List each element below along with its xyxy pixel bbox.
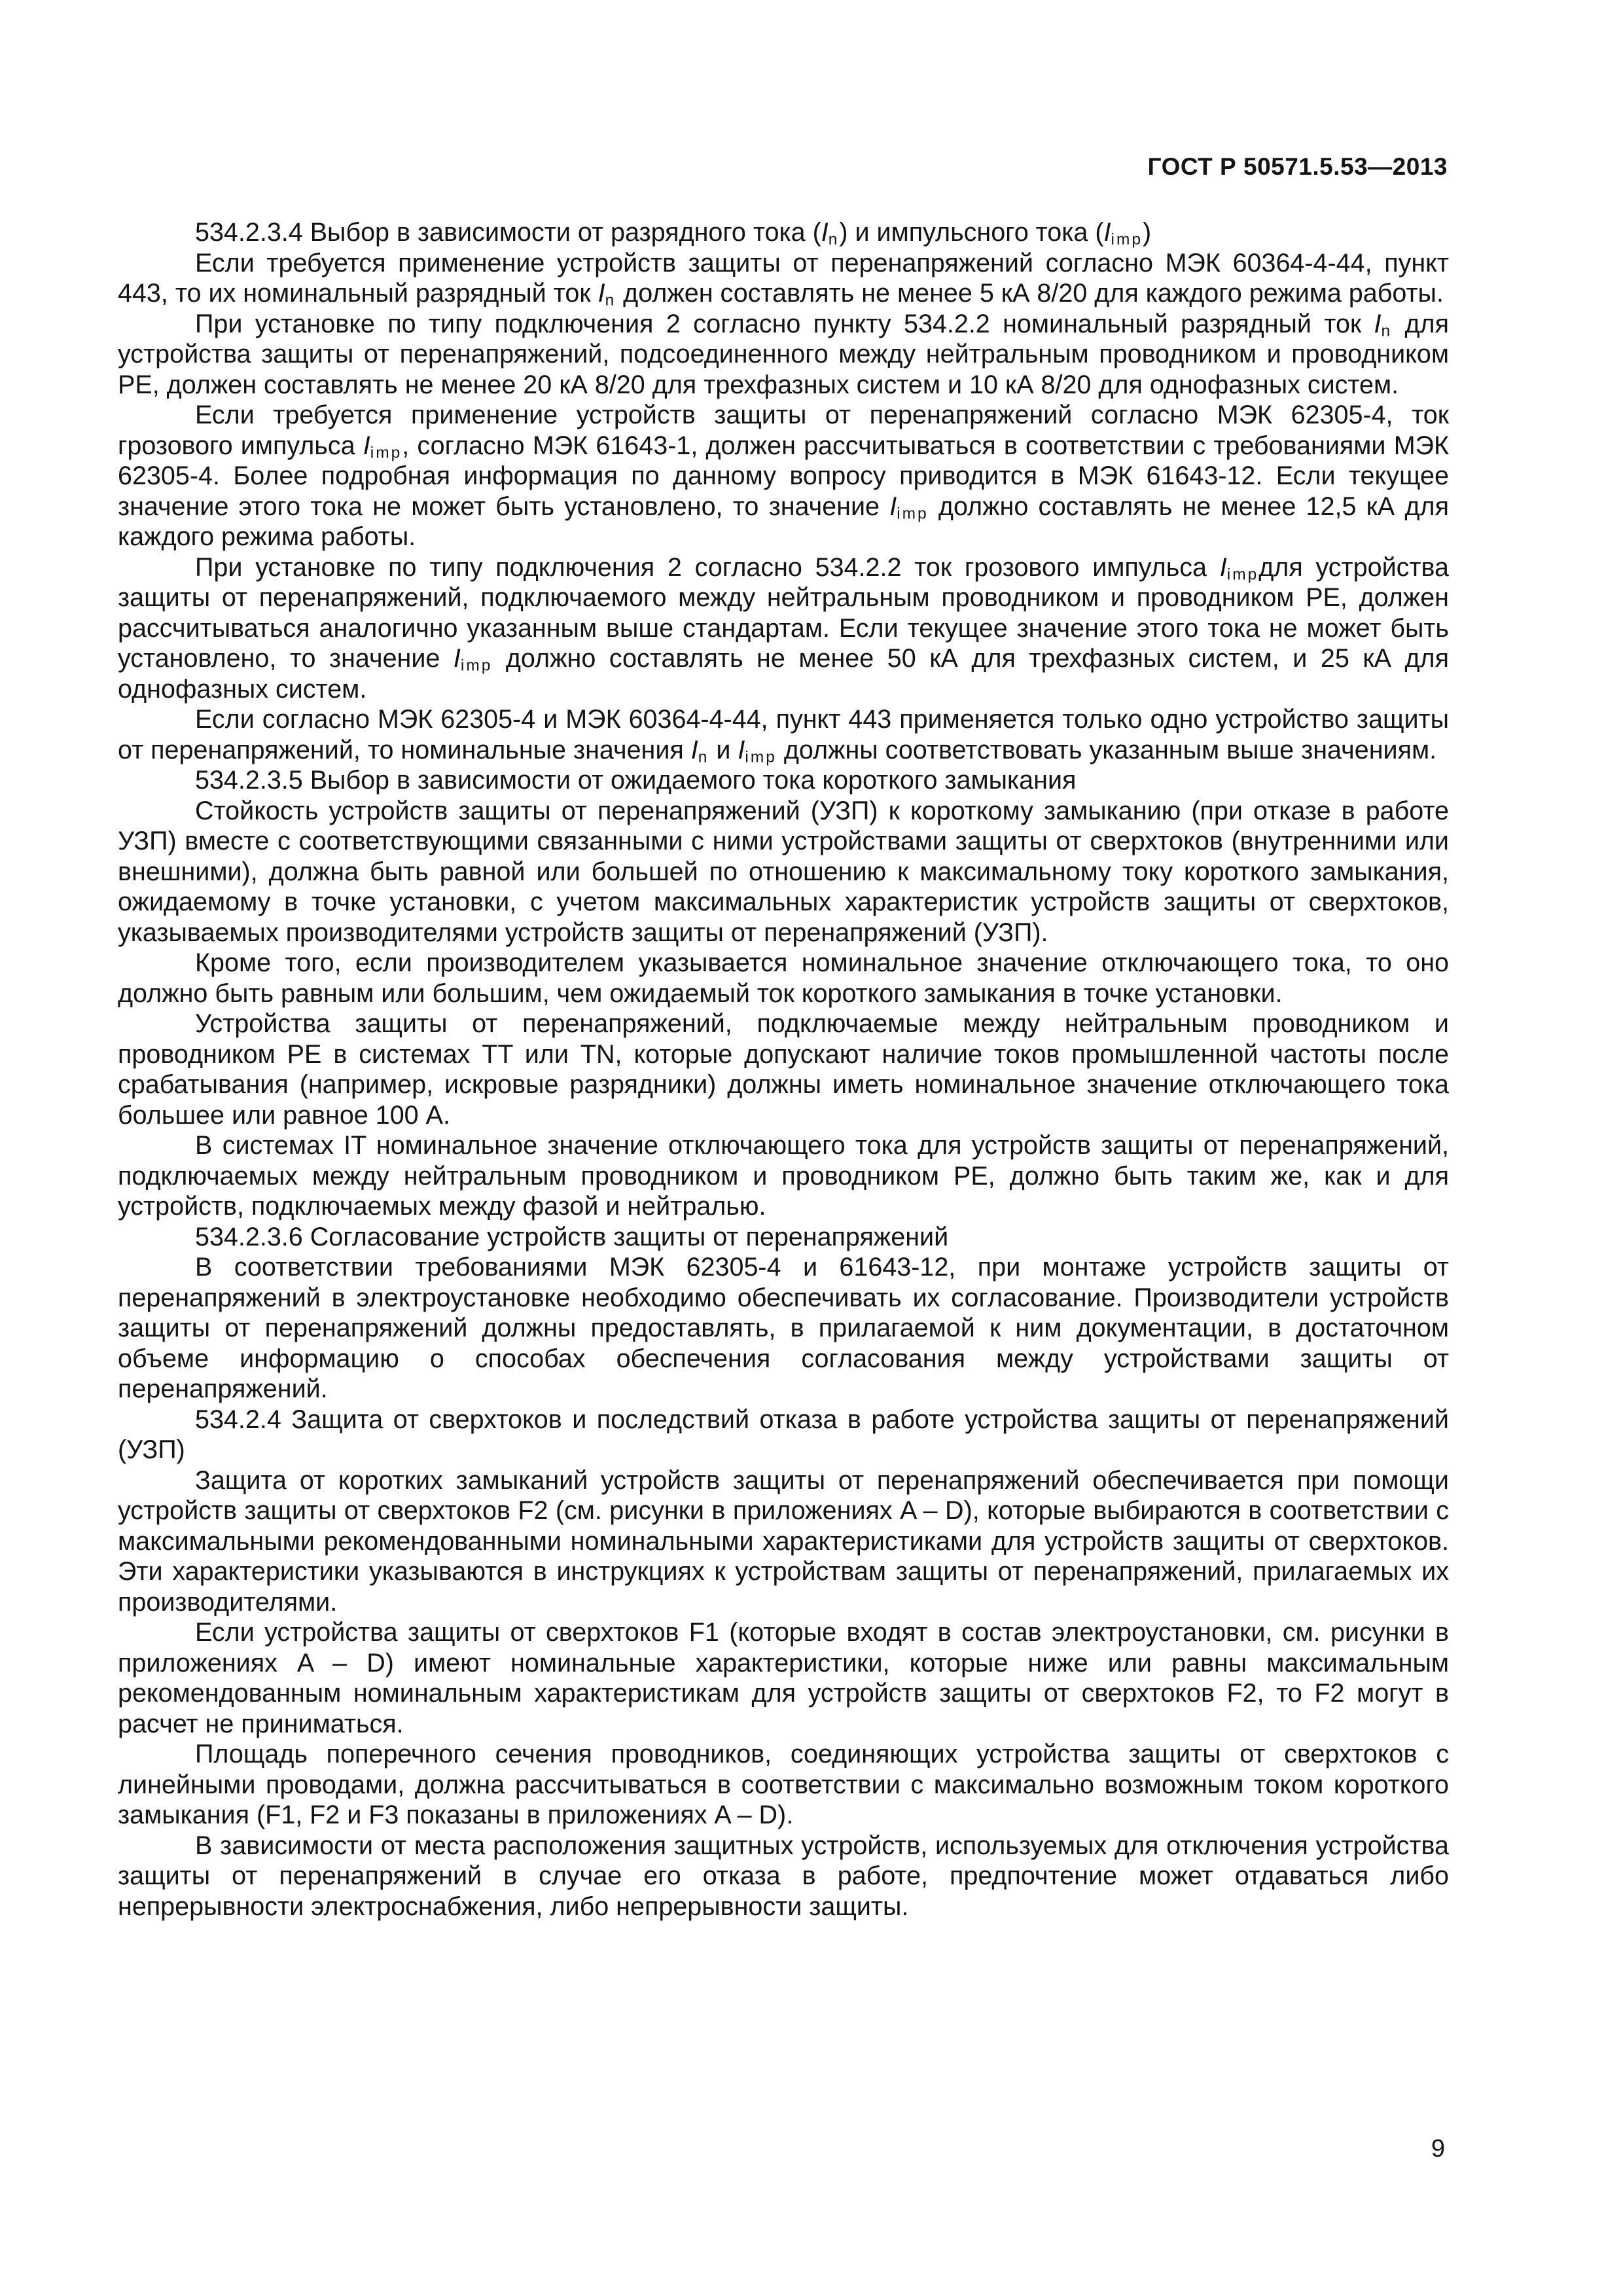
- paragraph: В системах IT номинальное значение отключающего тока для устройств защиты от перенапряжений, подключаемых между нейтральным проводником и проводником PE, должно быть таким же, как и для устройств, подключаемых между фазой и нейтралью.: [118, 1131, 1449, 1221]
- symbol: $I_n$: [1374, 309, 1393, 340]
- paragraph: Защита от коротких замыканий устройств защиты от перенапряжений обеспечивается при помощи устройств защиты от сверхтоков F2 (см. рисунки в приложениях A – D), которые выбираются в соответствии с максимальными рекомендованными номинальными характеристиками для устройств защиты от сверхтоков. Эти характеристики указываются в инструкциях к устройствам защиты от перенапряжений, прилагаемых их производителями.: [118, 1465, 1449, 1617]
- section-heading: 534.2.4 Защита от сверхтоков и последствий отказа в работе устройства защиты от перенапряжений (УЗП): [118, 1405, 1449, 1464]
- paragraph: Площадь поперечного сечения проводников, соединяющих устройства защиты от сверхтоков с линейными проводами, должна рассчитываться в соответствии с максимально возможным током короткого замыкания (F1, F2 и F3 показаны в приложениях A – D).: [118, 1740, 1449, 1829]
- paragraph: Устройства защиты от перенапряжений, подключаемые между нейтральным проводником и проводником PE в системах TT или TN, которые допускают наличие токов промышленной частоты после срабатывания (например, искровые разрядники) должны иметь номинальное значение отключающего тока большее или равное 100 А.: [118, 1009, 1449, 1130]
- symbol: $I_n$: [690, 735, 709, 766]
- symbol: $I_{imp}$: [889, 492, 929, 522]
- paragraph: Если согласно МЭК 62305-4 и МЭК 60364-4-44, пункт 443 применяется только одно устройство защиты от перенапряжений, то номинальные значения $I_n$ и $I_{imp}$ должны соответствовать указанным выше значениям.: [118, 705, 1449, 766]
- paragraph: 534.2.3.4 Выбор в зависимости от разрядного тока $(I_n)$ и импульсного тока $(I_{imp})$: [195, 218, 1152, 249]
- section-heading: 534.2.3.6 Согласование устройств защиты от перенапряжений: [195, 1222, 949, 1251]
- section-heading: 534.2.3.5 Выбор в зависимости от ожидаемого тока короткого замыкания: [195, 766, 1077, 795]
- paragraph: Стойкость устройств защиты от перенапряжений (УЗП) к короткому замыканию (при отказе в работе УЗП) вместе с соответствующими связанными с ними устройствами защиты от сверхтоков (внутренними или внешними), должна быть равной или большей по отношению к максимальному току короткого замыкания, ожидаемому в точке установки, с учетом максимальных характеристик устройств защиты от сверхтоков, указываемых производителями устройств защиты от перенапряжений (УЗП).: [118, 796, 1449, 947]
- page-number: 9: [1431, 2135, 1445, 2162]
- paragraph: При установке по типу подключения 2 согласно 534.2.2 ток грозового импульса $I_{imp}для$ устройства защиты от перенапряжений, подключаемого между нейтральным проводником и проводником PE, должен рассчитываться аналогично указанным выше стандартам. Если текущее значение этого тока не может быть установлено, то значение $I_{imp}$ должно составлять не менее 50 кА для трехфазных систем, и 25 кА для однофазных систем.: [118, 552, 1449, 704]
- symbol: $I_{imp}$: [1103, 218, 1143, 249]
- paragraph: Если устройства защиты от сверхтоков F1 (которые входят в состав электроустановки, см. рисунки в приложениях A – D) имеют номинальные характеристики, которые ниже или равны максимальным рекомендованным номинальным характеристикам для устройств защиты от сверхтоков F2, то F2 могут в расчет не приниматься.: [118, 1618, 1449, 1738]
- paragraph: В зависимости от места расположения защитных устройств, используемых для отключения устройства защиты от перенапряжений в случае его отказа в работе, предпочтение может отдаваться либо непрерывности электроснабжения, либо непрерывности защиты.: [118, 1831, 1449, 1921]
- document-header: ГОСТ Р 50571.5.53—2013: [1147, 153, 1448, 180]
- symbol: $I_{imp}$: [738, 735, 777, 766]
- symbol: $I_{imp}$: [453, 644, 493, 675]
- symbol: $I_n$: [597, 279, 616, 310]
- paragraph: При установке по типу подключения 2 согласно пункту 534.2.2 номинальный разрядный ток $I_n$ для устройства защиты от перенапряжений, подсоединенного между нейтральным проводником и проводником PE, должен составлять не менее 20 кА 8/20 для трехфазных систем и 10 кА 8/20 для однофазных систем.: [118, 309, 1449, 399]
- paragraph: Если требуется применение устройств защиты от перенапряжений согласно МЭК 60364-4-44, пункт 443, то их номинальный разрядный ток $I_n$ должен составлять не менее 5 кА 8/20 для каждого режима работы.: [118, 248, 1449, 310]
- paragraph: Если требуется применение устройств защиты от перенапряжений согласно МЭК 62305-4, ток грозового импульса $I_{imp}$, согласно МЭК 61643-1, должен рассчитываться в соответствии с требованиями МЭК 62305-4. Более подробная информация по данному вопросу приводится в МЭК 61643-12. Если текущее значение этого тока не может быть установлено, то значение $I_{imp}$ должно составлять не менее 12,5 кА для каждого режима работы.: [118, 401, 1450, 551]
- paragraph: Кроме того, если производителем указывается номинальное значение отключающего тока, то оно должно быть равным или большим, чем ожидаемый ток короткого замыкания в точке установки.: [118, 948, 1449, 1008]
- document-body: [118, 217, 1449, 1922]
- symbol: $I_n$: [821, 218, 840, 249]
- symbol: $I_{imp}$: [363, 431, 402, 461]
- symbol: $I_{imp}$: [1219, 552, 1259, 583]
- paragraph: В соответствии требованиями МЭК 62305-4 и 61643-12, при монтаже устройств защиты от перенапряжений в электроустановке необходимо обеспечивать их согласование. Производители устройств защиты от перенапряжений должны предоставлять, в прилагаемой к ним документации, в достаточном объеме информацию о способах обеспечения согласования между устройствами защиты от перенапряжений.: [118, 1253, 1449, 1403]
